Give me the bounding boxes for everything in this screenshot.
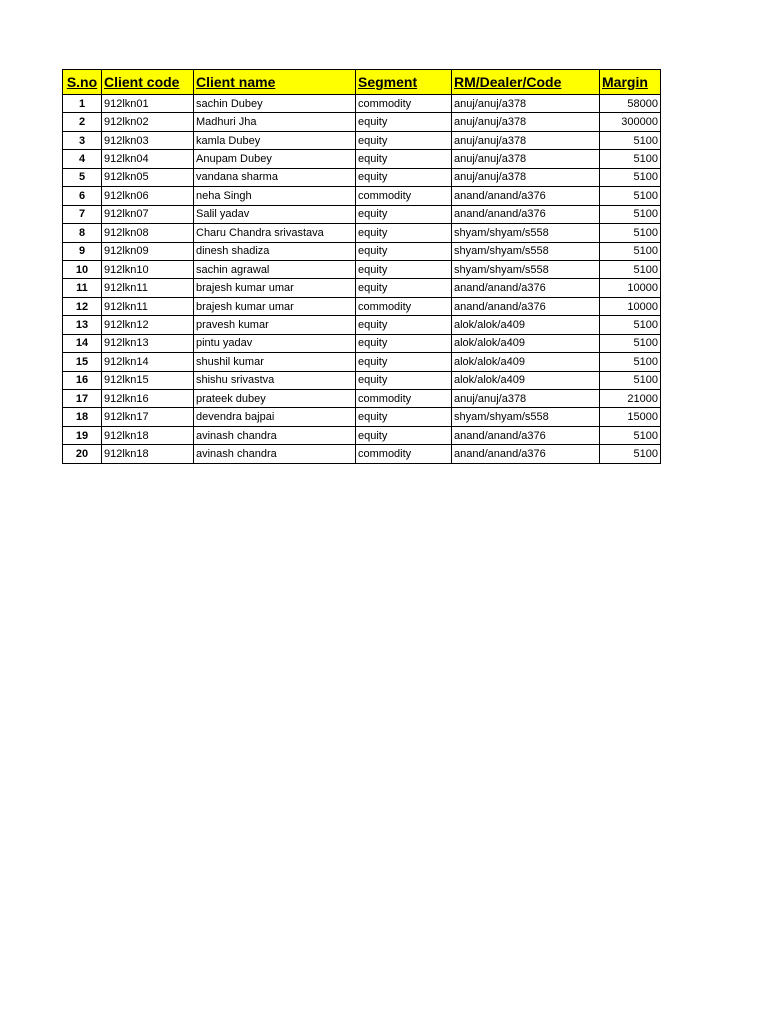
- table-row: [63, 205, 661, 223]
- table-row: [63, 113, 661, 131]
- cell-rm-dealer-code: anuj/anuj/a378: [452, 131, 600, 149]
- cell-client-code: 912lkn09: [102, 242, 194, 260]
- cell-client-name: pintu yadav: [194, 334, 356, 352]
- cell-client-code: 912lkn01: [102, 95, 194, 113]
- cell-client-code: 912lkn14: [102, 353, 194, 371]
- header-segment: Segment: [356, 70, 452, 95]
- table-header: [63, 70, 661, 95]
- table-row: [63, 95, 661, 113]
- header-client-code: Client code: [102, 70, 194, 95]
- cell-client-name: kamla Dubey: [194, 131, 356, 149]
- cell-rm-dealer-code: alok/alok/a409: [452, 353, 600, 371]
- cell-client-name: vandana sharma: [194, 168, 356, 186]
- cell-client-name: neha Singh: [194, 187, 356, 205]
- cell-rm-dealer-code: anuj/anuj/a378: [452, 95, 600, 113]
- cell-client-code: 912lkn18: [102, 426, 194, 444]
- cell-rm-dealer-code: alok/alok/a409: [452, 316, 600, 334]
- cell-segment: equity: [356, 408, 452, 426]
- cell-client-code: 912lkn11: [102, 279, 194, 297]
- header-margin: Margin: [600, 70, 661, 95]
- table-row: [63, 316, 661, 334]
- cell-sno: 4: [63, 150, 102, 168]
- cell-client-code: 912lkn07: [102, 205, 194, 223]
- table-row: [63, 371, 661, 389]
- cell-client-code: 912lkn13: [102, 334, 194, 352]
- cell-margin: 5100: [600, 150, 661, 168]
- spreadsheet-sheet: [62, 69, 661, 464]
- cell-sno: 20: [63, 445, 102, 463]
- cell-sno: 14: [63, 334, 102, 352]
- cell-margin: 5100: [600, 445, 661, 463]
- cell-client-name: Salil yadav: [194, 205, 356, 223]
- cell-sno: 6: [63, 187, 102, 205]
- cell-client-name: shushil kumar: [194, 353, 356, 371]
- cell-sno: 18: [63, 408, 102, 426]
- cell-margin: 5100: [600, 426, 661, 444]
- cell-sno: 9: [63, 242, 102, 260]
- cell-client-name: brajesh kumar umar: [194, 297, 356, 315]
- cell-segment: equity: [356, 168, 452, 186]
- cell-client-name: prateek dubey: [194, 390, 356, 408]
- cell-client-name: Madhuri Jha: [194, 113, 356, 131]
- table-row: [63, 224, 661, 242]
- header-row: [63, 70, 661, 95]
- cell-margin: 5100: [600, 260, 661, 278]
- cell-segment: equity: [356, 279, 452, 297]
- cell-margin: 5100: [600, 205, 661, 223]
- cell-rm-dealer-code: anuj/anuj/a378: [452, 150, 600, 168]
- cell-sno: 1: [63, 95, 102, 113]
- cell-sno: 7: [63, 205, 102, 223]
- cell-client-code: 912lkn12: [102, 316, 194, 334]
- header-sno: S.no: [63, 70, 102, 95]
- cell-segment: equity: [356, 426, 452, 444]
- table-row: [63, 260, 661, 278]
- table-row: [63, 297, 661, 315]
- cell-segment: commodity: [356, 445, 452, 463]
- cell-client-name: sachin Dubey: [194, 95, 356, 113]
- cell-margin: 5100: [600, 353, 661, 371]
- cell-client-code: 912lkn17: [102, 408, 194, 426]
- cell-sno: 13: [63, 316, 102, 334]
- table-row: [63, 408, 661, 426]
- cell-sno: 10: [63, 260, 102, 278]
- cell-margin: 21000: [600, 390, 661, 408]
- cell-client-code: 912lkn04: [102, 150, 194, 168]
- cell-rm-dealer-code: anuj/anuj/a378: [452, 390, 600, 408]
- cell-segment: equity: [356, 113, 452, 131]
- table-row: [63, 168, 661, 186]
- cell-rm-dealer-code: anand/anand/a376: [452, 445, 600, 463]
- cell-margin: 15000: [600, 408, 661, 426]
- cell-segment: commodity: [356, 297, 452, 315]
- table-row: [63, 242, 661, 260]
- cell-sno: 3: [63, 131, 102, 149]
- cell-margin: 300000: [600, 113, 661, 131]
- table-row: [63, 353, 661, 371]
- cell-rm-dealer-code: anand/anand/a376: [452, 279, 600, 297]
- cell-sno: 5: [63, 168, 102, 186]
- table-row: [63, 390, 661, 408]
- table-row: [63, 445, 661, 463]
- cell-rm-dealer-code: anuj/anuj/a378: [452, 113, 600, 131]
- cell-client-name: brajesh kumar umar: [194, 279, 356, 297]
- cell-client-code: 912lkn05: [102, 168, 194, 186]
- cell-rm-dealer-code: alok/alok/a409: [452, 334, 600, 352]
- cell-client-code: 912lkn15: [102, 371, 194, 389]
- cell-rm-dealer-code: anand/anand/a376: [452, 187, 600, 205]
- cell-client-name: sachin agrawal: [194, 260, 356, 278]
- cell-client-code: 912lkn03: [102, 131, 194, 149]
- cell-margin: 5100: [600, 316, 661, 334]
- cell-segment: commodity: [356, 95, 452, 113]
- cell-rm-dealer-code: anand/anand/a376: [452, 205, 600, 223]
- cell-sno: 19: [63, 426, 102, 444]
- cell-segment: equity: [356, 334, 452, 352]
- cell-segment: equity: [356, 224, 452, 242]
- cell-client-code: 912lkn11: [102, 297, 194, 315]
- cell-segment: equity: [356, 371, 452, 389]
- cell-segment: commodity: [356, 390, 452, 408]
- cell-margin: 5100: [600, 242, 661, 260]
- cell-margin: 10000: [600, 297, 661, 315]
- table-row: [63, 187, 661, 205]
- cell-client-name: pravesh kumar: [194, 316, 356, 334]
- cell-client-code: 912lkn18: [102, 445, 194, 463]
- cell-client-code: 912lkn06: [102, 187, 194, 205]
- header-rm-dealer-code: RM/Dealer/Code: [452, 70, 600, 95]
- cell-margin: 5100: [600, 131, 661, 149]
- table-row: [63, 279, 661, 297]
- cell-margin: 5100: [600, 371, 661, 389]
- cell-client-code: 912lkn08: [102, 224, 194, 242]
- header-client-name: Client name: [194, 70, 356, 95]
- table-row: [63, 426, 661, 444]
- cell-client-name: Charu Chandra srivastava: [194, 224, 356, 242]
- cell-client-name: avinash chandra: [194, 426, 356, 444]
- cell-segment: equity: [356, 316, 452, 334]
- cell-segment: equity: [356, 131, 452, 149]
- cell-rm-dealer-code: shyam/shyam/s558: [452, 242, 600, 260]
- cell-sno: 12: [63, 297, 102, 315]
- cell-margin: 5100: [600, 168, 661, 186]
- cell-segment: equity: [356, 353, 452, 371]
- cell-segment: commodity: [356, 187, 452, 205]
- cell-client-code: 912lkn02: [102, 113, 194, 131]
- cell-rm-dealer-code: alok/alok/a409: [452, 371, 600, 389]
- table-row: [63, 334, 661, 352]
- cell-margin: 5100: [600, 334, 661, 352]
- table-row: [63, 150, 661, 168]
- cell-sno: 17: [63, 390, 102, 408]
- cell-margin: 58000: [600, 95, 661, 113]
- table-body: [63, 95, 661, 464]
- cell-sno: 11: [63, 279, 102, 297]
- cell-sno: 2: [63, 113, 102, 131]
- cell-rm-dealer-code: shyam/shyam/s558: [452, 260, 600, 278]
- client-table: [62, 69, 661, 464]
- cell-rm-dealer-code: shyam/shyam/s558: [452, 408, 600, 426]
- cell-sno: 8: [63, 224, 102, 242]
- cell-margin: 10000: [600, 279, 661, 297]
- cell-segment: equity: [356, 242, 452, 260]
- cell-sno: 15: [63, 353, 102, 371]
- cell-client-name: dinesh shadiza: [194, 242, 356, 260]
- cell-margin: 5100: [600, 224, 661, 242]
- cell-rm-dealer-code: shyam/shyam/s558: [452, 224, 600, 242]
- cell-client-name: Anupam Dubey: [194, 150, 356, 168]
- cell-rm-dealer-code: anuj/anuj/a378: [452, 168, 600, 186]
- cell-segment: equity: [356, 205, 452, 223]
- cell-sno: 16: [63, 371, 102, 389]
- cell-client-code: 912lkn16: [102, 390, 194, 408]
- cell-rm-dealer-code: anand/anand/a376: [452, 297, 600, 315]
- table-row: [63, 131, 661, 149]
- cell-rm-dealer-code: anand/anand/a376: [452, 426, 600, 444]
- cell-margin: 5100: [600, 187, 661, 205]
- cell-client-code: 912lkn10: [102, 260, 194, 278]
- cell-client-name: avinash chandra: [194, 445, 356, 463]
- cell-segment: equity: [356, 150, 452, 168]
- cell-segment: equity: [356, 260, 452, 278]
- cell-client-name: devendra bajpai: [194, 408, 356, 426]
- cell-client-name: shishu srivastva: [194, 371, 356, 389]
